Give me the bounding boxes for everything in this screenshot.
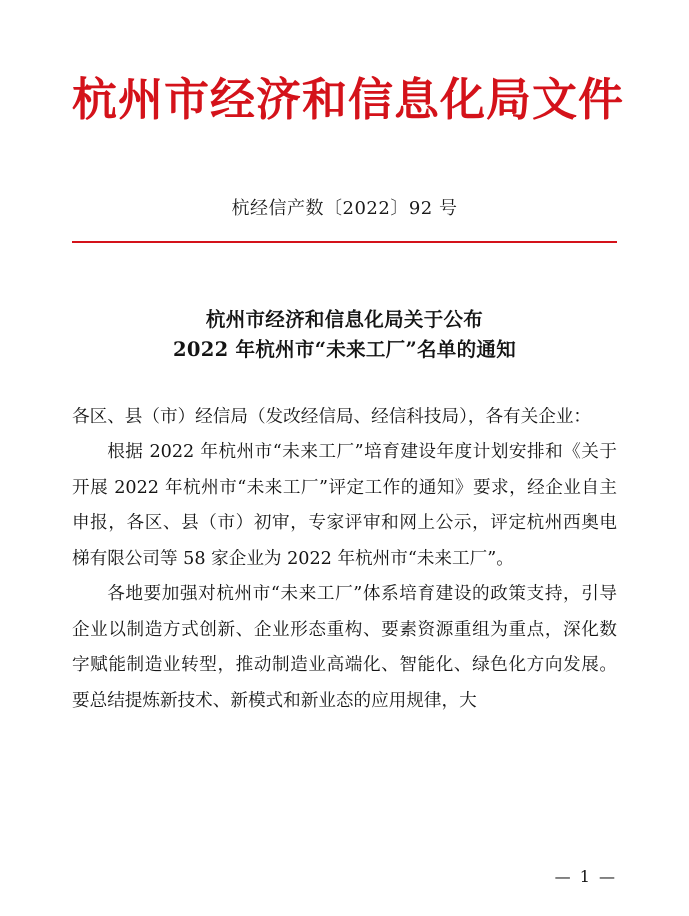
document-masthead: 杭州市经济和信息化局文件 [72,73,625,126]
red-divider-rule [72,241,617,244]
document-body [72,400,617,720]
salutation-paragraph: 各区、县（市）经信局（发改经信局、经信科技局），各有关企业： [72,406,592,427]
document-number: 杭经信产数〔2022〕92 号 [231,197,458,219]
body-paragraph-2: 各地要加强对杭州市“未来工厂”体系培育建设的政策支持，引导企业以制造方式创新、企业形态重构、要素资源重组为重点，深化数字赋能制造业转型，推动制造业高端化、智能化、绿色化方向发展。要总结提炼新技术、新模式和新业态的应用规律，大 [72,584,617,711]
body-paragraph-1: 根据 2022 年杭州市“未来工厂”培育建设年度计划安排和《关于开展 2022 年杭州市“未来工厂”评定工作的通知》要求，经企业自主申报，各区、县（市）初审，专家评审和网上公示，评定杭州西奥电梯有限公司等 58 家企业为 2022 年杭州市“未来工厂”。 [72,442,617,569]
document-title-line-1: 杭州市经济和信息化局关于公布 [205,308,484,332]
document-page [0,74,689,916]
page-number: — 1 — [554,867,617,886]
document-title-line-2: 2022 年杭州市“未来工厂”名单的通知 [173,338,516,362]
document-title [72,305,617,365]
